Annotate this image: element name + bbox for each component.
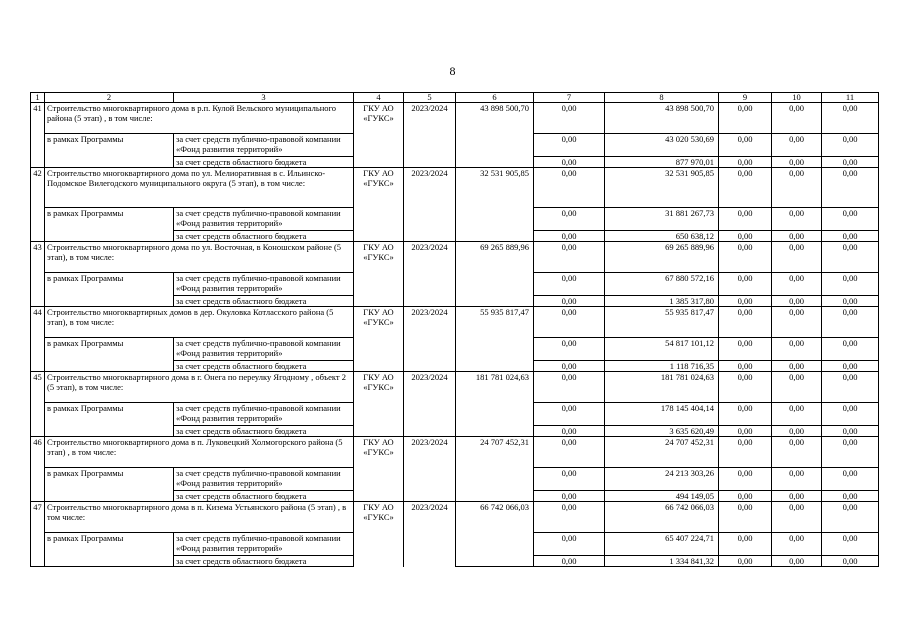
amount-cell: 0,00 [772,338,822,361]
project-row [31,103,879,134]
amount-cell: 0,00 [822,103,879,134]
amount-cell: 650 638,12 [605,231,719,242]
amount-cell: 494 149,05 [605,491,719,502]
amount-cell: 0,00 [719,208,772,231]
amount-cell: 65 407 224,71 [605,533,719,556]
amount-cell: 0,00 [534,468,605,491]
column-number: 9 [719,93,772,103]
funding-source-label: за счет средств публично-правовой компании «Фонд развития территорий» [174,468,354,491]
amount-cell: 0,00 [772,491,822,502]
funding-source-label: за счет средств публично-правовой компании «Фонд развития территорий» [174,134,354,157]
amount-cell: 0,00 [772,231,822,242]
amount-cell: 0,00 [534,437,605,468]
funding-source-label: за счет средств областного бюджета [174,157,354,168]
amount-cell: 0,00 [822,361,879,372]
column-number: 8 [605,93,719,103]
row-number: 45 [31,372,45,437]
amount-cell: 0,00 [772,372,822,403]
amount-cell: 0,00 [772,361,822,372]
amount-cell: 0,00 [822,502,879,533]
funding-source-label: за счет средств публично-правовой компании «Фонд развития территорий» [174,273,354,296]
project-title: Строительство многоквартирного дома в р.п. Кулой Вельского муниципального района (5 этап) , в том числе: [45,103,354,134]
total-cost: 181 781 024,63 [456,372,534,437]
period: 2023/2024 [404,437,456,502]
amount-cell: 43 020 530,69 [605,134,719,157]
amount-cell: 0,00 [772,134,822,157]
amount-cell: 0,00 [719,361,772,372]
project-row [31,242,879,273]
amount-cell: 0,00 [822,208,879,231]
total-cost: 43 898 500,70 [456,103,534,168]
period: 2023/2024 [404,502,456,567]
amount-cell: 0,00 [534,157,605,168]
funding-source-label: за счет средств областного бюджета [174,426,354,437]
amount-cell: 0,00 [772,208,822,231]
amount-cell: 0,00 [822,168,879,208]
period: 2023/2024 [404,372,456,437]
amount-cell: 0,00 [772,296,822,307]
amount-cell: 0,00 [719,273,772,296]
total-cost: 55 935 817,47 [456,307,534,372]
column-number: 1 [31,93,45,103]
executor: ГКУ АО «ГУКС» [354,242,404,307]
amount-cell: 0,00 [772,103,822,134]
amount-cell: 67 880 572,16 [605,273,719,296]
amount-cell: 0,00 [772,502,822,533]
project-row [31,437,879,468]
amount-cell: 0,00 [534,103,605,134]
amount-cell: 0,00 [822,468,879,491]
total-cost: 24 707 452,31 [456,437,534,502]
amount-cell: 0,00 [719,296,772,307]
amount-cell: 0,00 [534,403,605,426]
funding-source-label: за счет средств областного бюджета [174,491,354,502]
funding-source-label: за счет средств публично-правовой компании «Фонд развития территорий» [174,533,354,556]
amount-cell: 24 213 303,26 [605,468,719,491]
amount-cell: 0,00 [719,556,772,567]
amount-cell: 0,00 [772,556,822,567]
total-cost: 32 531 905,85 [456,168,534,242]
row-number: 47 [31,502,45,567]
funding-source-label: за счет средств областного бюджета [174,231,354,242]
program-label: в рамках Программы [45,273,174,307]
amount-cell: 0,00 [719,426,772,437]
amount-cell: 0,00 [534,231,605,242]
amount-cell: 0,00 [772,426,822,437]
amount-cell: 0,00 [719,242,772,273]
column-number: 10 [772,93,822,103]
project-row [31,502,879,533]
funding-source-label: за счет средств областного бюджета [174,296,354,307]
funding-source-label: за счет средств публично-правовой компании «Фонд развития территорий» [174,208,354,231]
amount-cell: 0,00 [534,134,605,157]
amount-cell: 0,00 [534,338,605,361]
executor: ГКУ АО «ГУКС» [354,103,404,168]
amount-cell: 0,00 [719,168,772,208]
project-title: Строительство многоквартирного дома по ул. Восточная, в Коношском районе (5 этап), в том числе: [45,242,354,273]
program-label: в рамках Программы [45,468,174,502]
amount-cell: 178 145 404,14 [605,403,719,426]
project-title: Строительство многоквартирного дома в п. Луковецкий Холмогорского района (5 этап) , в том числе: [45,437,354,468]
amount-cell: 0,00 [534,208,605,231]
column-number: 2 [45,93,174,103]
amount-cell: 0,00 [822,338,879,361]
amount-cell: 0,00 [772,242,822,273]
amount-cell: 0,00 [822,372,879,403]
amount-cell: 0,00 [719,231,772,242]
amount-cell: 0,00 [772,468,822,491]
amount-cell: 0,00 [719,491,772,502]
column-number-row [31,93,879,103]
amount-cell: 0,00 [534,556,605,567]
project-title: Строительство многоквартирного дома в г. Онега по переулку Ягодному , объект 2 (5 этап), в том числе: [45,372,354,403]
amount-cell: 0,00 [822,231,879,242]
amount-cell: 0,00 [822,307,879,338]
total-cost: 66 742 066,03 [456,502,534,567]
column-number: 11 [822,93,879,103]
amount-cell: 0,00 [822,242,879,273]
column-number: 7 [534,93,605,103]
executor: ГКУ АО «ГУКС» [354,372,404,437]
amount-cell: 0,00 [534,168,605,208]
program-label: в рамках Программы [45,208,174,242]
amount-cell: 0,00 [719,134,772,157]
amount-cell: 0,00 [822,556,879,567]
row-number: 44 [31,307,45,372]
amount-cell: 0,00 [719,437,772,468]
amount-cell: 0,00 [772,307,822,338]
funding-source-label: за счет средств областного бюджета [174,556,354,567]
amount-cell: 0,00 [719,157,772,168]
amount-cell: 0,00 [822,296,879,307]
amount-cell: 0,00 [534,307,605,338]
amount-cell: 0,00 [534,372,605,403]
page-number: 8 [449,64,456,78]
amount-cell: 0,00 [719,468,772,491]
budget-table [30,92,879,567]
amount-cell: 0,00 [719,533,772,556]
amount-cell: 0,00 [719,338,772,361]
amount-cell: 24 707 452,31 [605,437,719,468]
amount-cell: 1 334 841,32 [605,556,719,567]
program-label: в рамках Программы [45,533,174,567]
amount-cell: 32 531 905,85 [605,168,719,208]
amount-cell: 1 385 317,80 [605,296,719,307]
amount-cell: 0,00 [822,157,879,168]
amount-cell: 0,00 [772,168,822,208]
executor: ГКУ АО «ГУКС» [354,502,404,567]
project-row [31,168,879,208]
amount-cell: 0,00 [534,426,605,437]
amount-cell: 0,00 [719,372,772,403]
row-number: 41 [31,103,45,168]
period: 2023/2024 [404,307,456,372]
executor: ГКУ АО «ГУКС» [354,307,404,372]
amount-cell: 54 817 101,12 [605,338,719,361]
amount-cell: 0,00 [822,273,879,296]
period: 2023/2024 [404,168,456,242]
project-row [31,372,879,403]
amount-cell: 0,00 [534,242,605,273]
column-number: 5 [404,93,456,103]
amount-cell: 0,00 [822,491,879,502]
amount-cell: 0,00 [772,533,822,556]
column-number: 4 [354,93,404,103]
row-number: 42 [31,168,45,242]
executor: ГКУ АО «ГУКС» [354,168,404,242]
amount-cell: 43 898 500,70 [605,103,719,134]
amount-cell: 0,00 [772,437,822,468]
row-number: 43 [31,242,45,307]
amount-cell: 0,00 [822,134,879,157]
amount-cell: 0,00 [534,502,605,533]
total-cost: 69 265 889,96 [456,242,534,307]
row-number: 46 [31,437,45,502]
amount-cell: 0,00 [534,296,605,307]
funding-source-label: за счет средств публично-правовой компании «Фонд развития территорий» [174,338,354,361]
amount-cell: 0,00 [822,533,879,556]
amount-cell: 0,00 [719,103,772,134]
amount-cell: 0,00 [772,157,822,168]
column-number: 3 [174,93,354,103]
column-number: 6 [456,93,534,103]
period: 2023/2024 [404,242,456,307]
amount-cell: 877 970,01 [605,157,719,168]
amount-cell: 0,00 [822,403,879,426]
amount-cell: 0,00 [534,361,605,372]
amount-cell: 181 781 024,63 [605,372,719,403]
project-title: Строительство многоквартирного дома по ул. Мелиоративная в с. Ильинско-Подомское Вилегодского муниципального округа (5 этап), в том числе: [45,168,354,208]
project-title: Строительство многоквартирного дома в п. Кизема Устьянского района (5 этап) , в том числе: [45,502,354,533]
amount-cell: 1 118 716,35 [605,361,719,372]
amount-cell: 0,00 [534,491,605,502]
amount-cell: 0,00 [822,426,879,437]
program-label: в рамках Программы [45,338,174,372]
funding-source-label: за счет средств публично-правовой компании «Фонд развития территорий» [174,403,354,426]
period: 2023/2024 [404,103,456,168]
amount-cell: 0,00 [772,403,822,426]
program-label: в рамках Программы [45,134,174,168]
amount-cell: 0,00 [534,533,605,556]
amount-cell: 55 935 817,47 [605,307,719,338]
amount-cell: 3 635 620,49 [605,426,719,437]
program-label: в рамках Программы [45,403,174,437]
amount-cell: 0,00 [719,403,772,426]
amount-cell: 69 265 889,96 [605,242,719,273]
amount-cell: 0,00 [719,502,772,533]
amount-cell: 0,00 [534,273,605,296]
amount-cell: 0,00 [772,273,822,296]
amount-cell: 0,00 [822,437,879,468]
executor: ГКУ АО «ГУКС» [354,437,404,502]
amount-cell: 66 742 066,03 [605,502,719,533]
project-row [31,307,879,338]
amount-cell: 0,00 [719,307,772,338]
funding-source-label: за счет средств областного бюджета [174,361,354,372]
amount-cell: 31 881 267,73 [605,208,719,231]
project-title: Строительство многоквартирных домов в дер. Окуловка Котласского района (5 этап), в том числе: [45,307,354,338]
